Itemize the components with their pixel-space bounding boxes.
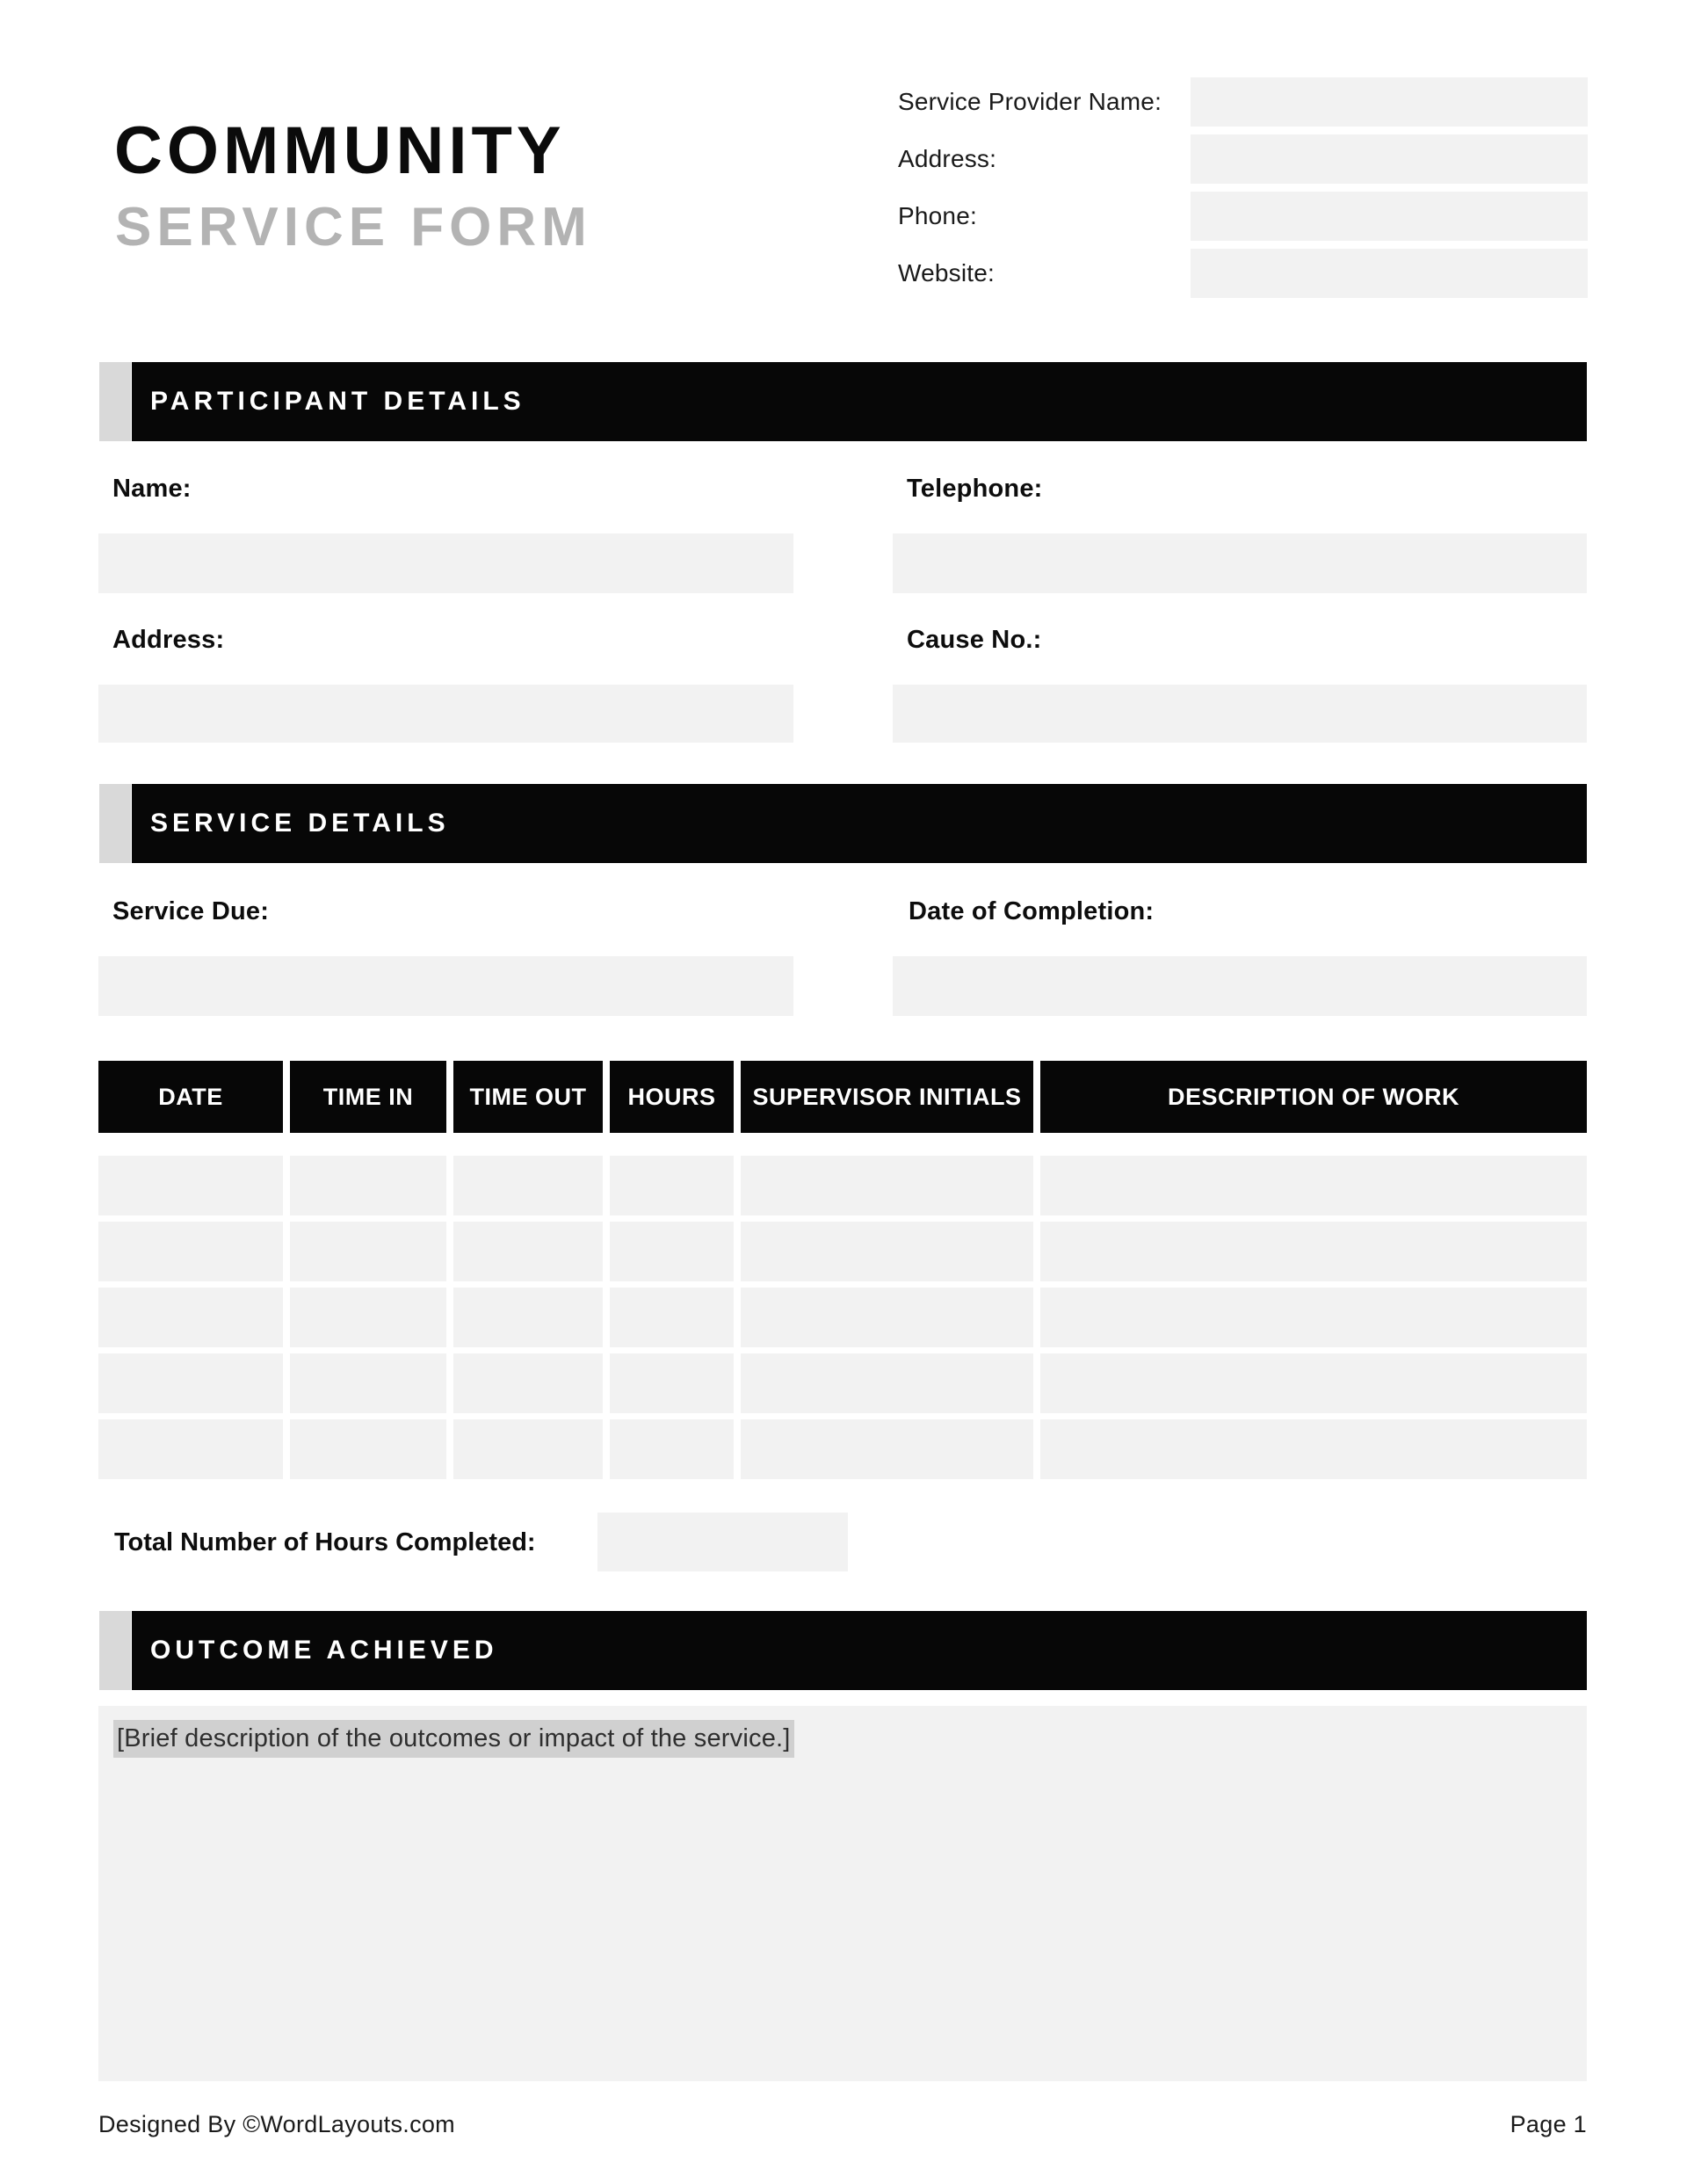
provider-name-row xyxy=(898,77,1588,127)
table-cell-description-of-work[interactable] xyxy=(1040,1222,1587,1281)
footer-credit: Designed By ©WordLayouts.com xyxy=(98,2111,455,2137)
provider-website-row xyxy=(898,249,1588,298)
section-title-bar xyxy=(132,784,1587,863)
total-hours-label: Total Number of Hours Completed: xyxy=(114,1528,536,1556)
provider-phone-label: Phone: xyxy=(898,202,977,229)
cause-no-label: Cause No.: xyxy=(907,626,1042,654)
table-cell-time-in[interactable] xyxy=(290,1222,446,1281)
column-header-description-of-work: DESCRIPTION OF WORK xyxy=(1040,1061,1587,1133)
provider-name-input[interactable] xyxy=(1191,77,1588,127)
footer-page-number: Page 1 xyxy=(1510,2111,1587,2137)
page-subtitle: SERVICE FORM xyxy=(115,197,592,258)
table-cell-time-out[interactable] xyxy=(453,1419,603,1479)
table-cell-time-out[interactable] xyxy=(453,1222,603,1281)
outcome-placeholder-text: [Brief description of the outcomes or impact of the service.] xyxy=(113,1720,794,1758)
table-cell-supervisor-initials[interactable] xyxy=(741,1156,1033,1215)
table-cell-time-in[interactable] xyxy=(290,1353,446,1413)
column-header-hours: HOURS xyxy=(610,1061,734,1133)
name-input[interactable] xyxy=(98,533,793,593)
service-due-input[interactable] xyxy=(98,956,793,1016)
section-title-outcome: OUTCOME ACHIEVED xyxy=(150,1636,498,1665)
table-cell-hours[interactable] xyxy=(610,1288,734,1347)
section-title-bar xyxy=(132,362,1587,441)
table-cell-description-of-work[interactable] xyxy=(1040,1288,1587,1347)
page-footer xyxy=(98,2111,1587,2138)
section-title-participant: PARTICIPANT DETAILS xyxy=(150,387,525,416)
table-cell-time-out[interactable] xyxy=(453,1353,603,1413)
column-header-date: DATE xyxy=(98,1061,283,1133)
provider-address-row xyxy=(898,134,1588,184)
date-of-completion-input[interactable] xyxy=(893,956,1587,1016)
table-cell-hours[interactable] xyxy=(610,1353,734,1413)
section-header-participant-details xyxy=(98,362,1587,441)
provider-website-input[interactable] xyxy=(1191,249,1588,298)
telephone-input[interactable] xyxy=(893,533,1587,593)
page-title: COMMUNITY xyxy=(114,113,566,188)
address-input[interactable] xyxy=(98,685,793,743)
section-accent-bar xyxy=(99,1611,131,1690)
table-cell-supervisor-initials[interactable] xyxy=(741,1353,1033,1413)
table-cell-time-in[interactable] xyxy=(290,1288,446,1347)
table-cell-hours[interactable] xyxy=(610,1222,734,1281)
service-log-table-header xyxy=(98,1061,1587,1133)
name-label: Name: xyxy=(112,475,192,503)
telephone-label: Telephone: xyxy=(907,475,1043,503)
outcome-description-textarea[interactable] xyxy=(98,1706,1587,2081)
section-header-service-details xyxy=(98,784,1587,863)
table-cell-date[interactable] xyxy=(98,1353,283,1413)
address-label: Address: xyxy=(112,626,225,654)
table-cell-time-in[interactable] xyxy=(290,1156,446,1215)
table-cell-date[interactable] xyxy=(98,1222,283,1281)
total-hours-input[interactable] xyxy=(597,1513,848,1571)
table-cell-supervisor-initials[interactable] xyxy=(741,1288,1033,1347)
section-accent-bar xyxy=(99,362,131,441)
table-cell-time-in[interactable] xyxy=(290,1419,446,1479)
table-cell-supervisor-initials[interactable] xyxy=(741,1419,1033,1479)
service-due-label: Service Due: xyxy=(112,897,270,925)
section-header-outcome-achieved xyxy=(98,1611,1587,1690)
provider-info-block xyxy=(898,77,1588,306)
column-header-time-out: TIME OUT xyxy=(453,1061,603,1133)
section-title-service: SERVICE DETAILS xyxy=(150,809,450,838)
table-cell-date[interactable] xyxy=(98,1156,283,1215)
column-header-time-in: TIME IN xyxy=(290,1061,446,1133)
table-cell-hours[interactable] xyxy=(610,1156,734,1215)
table-cell-hours[interactable] xyxy=(610,1419,734,1479)
provider-phone-input[interactable] xyxy=(1191,192,1588,241)
provider-phone-row xyxy=(898,192,1588,241)
table-cell-description-of-work[interactable] xyxy=(1040,1156,1587,1215)
provider-address-label: Address: xyxy=(898,145,997,172)
provider-name-label: Service Provider Name: xyxy=(898,88,1162,115)
table-cell-date[interactable] xyxy=(98,1419,283,1479)
table-cell-supervisor-initials[interactable] xyxy=(741,1222,1033,1281)
table-cell-description-of-work[interactable] xyxy=(1040,1353,1587,1413)
table-cell-date[interactable] xyxy=(98,1288,283,1347)
table-cell-description-of-work[interactable] xyxy=(1040,1419,1587,1479)
service-log-table-body xyxy=(98,1156,1587,1479)
column-header-supervisor-initials: SUPERVISOR INITIALS xyxy=(741,1061,1033,1133)
date-of-completion-label: Date of Completion: xyxy=(909,897,1155,925)
cause-no-input[interactable] xyxy=(893,685,1587,743)
provider-address-input[interactable] xyxy=(1191,134,1588,184)
section-title-bar xyxy=(132,1611,1587,1690)
table-cell-time-out[interactable] xyxy=(453,1288,603,1347)
section-accent-bar xyxy=(99,784,131,863)
table-cell-time-out[interactable] xyxy=(453,1156,603,1215)
provider-website-label: Website: xyxy=(898,259,996,287)
